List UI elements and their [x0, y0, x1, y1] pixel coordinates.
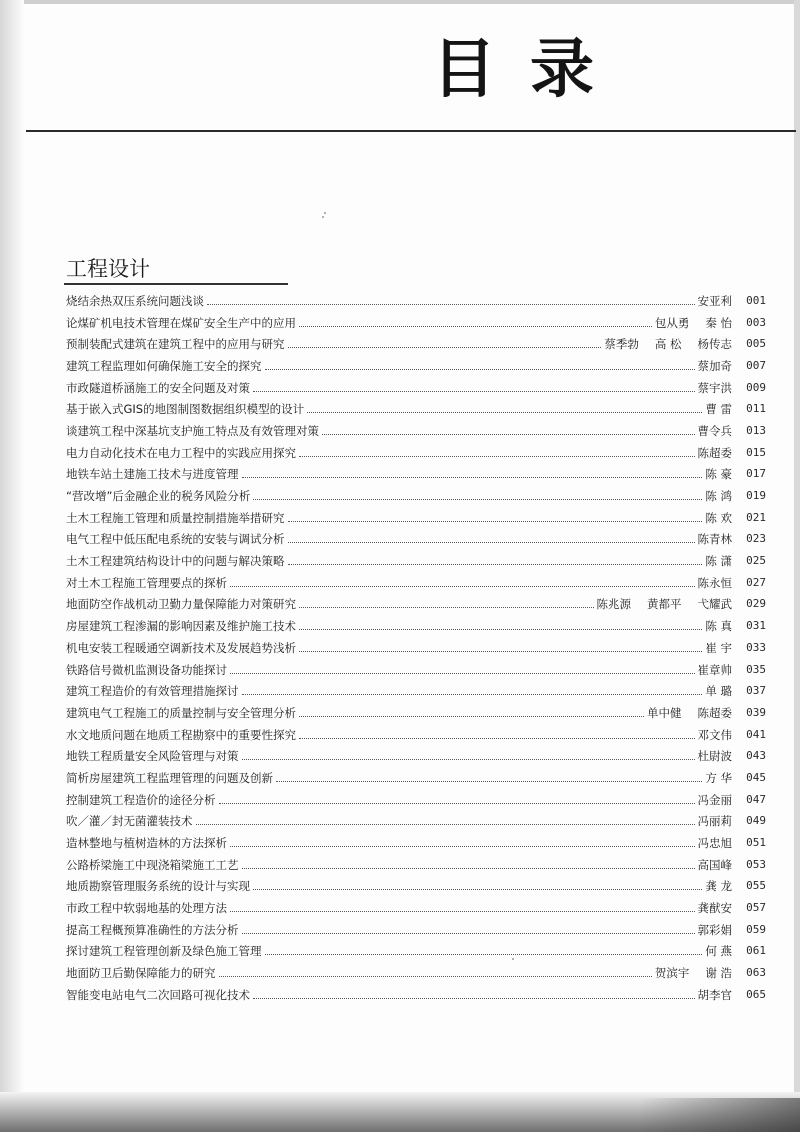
toc-entry: [66, 811, 766, 833]
toc-entry: [66, 854, 766, 876]
toc-entry-authors: [705, 402, 732, 416]
toc-entry-author: 曹令兵: [697, 423, 732, 438]
toc-entry-page-number: 007: [746, 358, 766, 372]
toc-entry: [66, 333, 766, 355]
toc-entry-authors: [705, 771, 732, 785]
toc-entry-title: 吹／灌／封无菌灌装技术: [66, 814, 193, 829]
scan-top-edge: [0, 0, 800, 4]
dot-leader: [299, 455, 695, 457]
toc-entry: [66, 876, 766, 898]
toc-entry-page-number: 021: [746, 510, 766, 524]
toc-entry: [66, 702, 766, 724]
toc-entry-authors: [698, 793, 733, 807]
toc-entry-authors: [698, 836, 733, 850]
toc-entry-page-number: 015: [746, 445, 766, 459]
toc-entry-title: 地铁车站土建施工技术与进度管理: [66, 467, 239, 482]
toc-entry-author: 安亚利: [697, 293, 732, 308]
toc-entry-title: 基于嵌入式GIS的地图制图数据组织模型的设计: [66, 402, 305, 417]
toc-entry: [66, 572, 766, 594]
toc-entry-author: 郭彩娟: [697, 922, 732, 937]
toc-entry-authors: [698, 901, 733, 915]
toc-entry-title: 土木工程施工管理和质量控制措施举措研究: [66, 510, 285, 525]
toc-entry-authors: [698, 446, 733, 460]
toc-entry: [66, 962, 766, 984]
toc-entry: [66, 919, 766, 941]
toc-entry: [66, 941, 766, 963]
toc-entry-authors: [698, 814, 733, 828]
toc-entry: [66, 290, 766, 312]
toc-entry-page-number: 005: [746, 337, 766, 351]
dot-leader: [253, 498, 702, 500]
dot-leader: [288, 541, 695, 543]
scan-speck: [324, 212, 326, 214]
toc-entry-title: 控制建筑工程造价的途径分析: [66, 792, 216, 807]
toc-entry-page-number: 017: [746, 467, 766, 481]
toc-entry: [66, 398, 766, 420]
toc-entry-authors: [597, 597, 733, 611]
toc-entry-page-number: 063: [746, 966, 766, 980]
toc-entry-authors: [705, 879, 732, 893]
dot-leader: [196, 823, 695, 825]
toc-entry-author: 冯忠旭: [697, 836, 732, 851]
toc-entry-author: 龚 龙: [705, 879, 732, 894]
toc-entry-page-number: 059: [746, 922, 766, 936]
dot-leader: [265, 368, 695, 370]
toc-entry: [66, 615, 766, 637]
toc-entry-authors: [705, 511, 732, 525]
dot-leader: [307, 411, 702, 413]
dot-leader: [288, 520, 703, 522]
toc-entry-title: 建筑工程造价的有效管理措施探讨: [66, 684, 239, 699]
toc-entry-title: 地面防卫后勤保障能力的研究: [66, 966, 216, 981]
section-heading: 工程设计: [66, 257, 150, 281]
toc-entry-title: 机电安装工程暖通空调新技术及发展趋势浅析: [66, 640, 296, 655]
toc-entry-page-number: 053: [746, 857, 766, 871]
toc-entry-title: 简析房屋建筑工程监理管理的问题及创新: [66, 770, 273, 785]
toc-entry-author: 秦 怡: [705, 315, 732, 330]
dot-leader: [265, 953, 703, 955]
toc-entry-author: 陈 鸿: [705, 489, 732, 504]
toc-entry-author: 曹 雷: [705, 402, 732, 417]
toc-entry-title: 论煤矿机电技术管理在煤矿安全生产中的应用: [66, 315, 296, 330]
toc-entry-title: 电力自动化技术在电力工程中的实践应用探究: [66, 445, 296, 460]
toc-list: [66, 290, 766, 1006]
toc-entry-page-number: 023: [746, 532, 766, 546]
toc-entry-authors: [647, 706, 732, 720]
toc-entry-page-number: 035: [746, 662, 766, 676]
toc-entry-author: 高 松: [654, 337, 682, 352]
toc-entry-title: 预制装配式建筑在建筑工程中的应用与研究: [66, 337, 285, 352]
dot-leader: [299, 606, 594, 608]
toc-entry: [66, 984, 766, 1006]
dot-leader: [299, 715, 644, 717]
toc-entry: [66, 789, 766, 811]
dot-leader: [299, 628, 702, 630]
toc-entry: [66, 507, 766, 529]
toc-entry-author: 包从勇: [654, 315, 690, 330]
toc-entry-author: 陈 豪: [705, 467, 732, 482]
toc-entry-title: 建筑工程监理如何确保施工安全的探究: [66, 358, 262, 373]
dot-leader: [230, 845, 695, 847]
toc-entry-page-number: 043: [746, 749, 766, 763]
toc-entry: [66, 529, 766, 551]
toc-entry-page-number: 049: [746, 814, 766, 828]
dot-leader: [253, 390, 695, 392]
toc-entry-page-number: 061: [746, 944, 766, 958]
toc-entry-authors: [698, 381, 733, 395]
dot-leader: [253, 888, 702, 890]
toc-entry: [66, 832, 766, 854]
toc-entry-page-number: 013: [746, 423, 766, 437]
toc-entry-author: 陈超委: [697, 445, 732, 460]
toc-entry: [66, 897, 766, 919]
toc-entry-author: 冯丽莉: [697, 814, 732, 829]
dot-leader: [230, 672, 695, 674]
toc-entry: [66, 745, 766, 767]
scan-speck: [322, 216, 324, 218]
toc-entry-page-number: 047: [746, 792, 766, 806]
toc-entry-authors: [655, 316, 732, 330]
dot-leader: [276, 780, 702, 782]
toc-entry-page-number: 027: [746, 575, 766, 589]
toc-entry-author: 陈 真: [705, 619, 732, 634]
dot-leader: [207, 303, 695, 305]
toc-entry-author: 崔章帅: [697, 662, 732, 677]
toc-entry-title: 铁路信号微机监测设备功能探讨: [66, 662, 227, 677]
toc-entry-authors: [705, 467, 732, 481]
dot-leader: [242, 693, 703, 695]
toc-entry-authors: [705, 944, 732, 958]
toc-entry-page-number: 001: [746, 293, 766, 307]
dot-leader: [288, 346, 602, 348]
toc-entry-page-number: 055: [746, 879, 766, 893]
toc-entry-author: 冯金丽: [697, 792, 732, 807]
header-divider: [26, 130, 796, 132]
toc-entry-page-number: 009: [746, 380, 766, 394]
toc-entry-title: 谈建筑工程中深基坑支护施工特点及有效管理对策: [66, 423, 319, 438]
toc-entry: [66, 312, 766, 334]
toc-entry-author: 方 华: [705, 770, 732, 785]
toc-entry-page-number: 057: [746, 901, 766, 915]
scan-bottom-shadow: [640, 1098, 800, 1132]
toc-entry-authors: [698, 663, 733, 677]
dot-leader: [242, 476, 703, 478]
toc-entry-author: 陈超委: [697, 705, 732, 720]
toc-entry-authors: [705, 554, 732, 568]
toc-entry-authors: [698, 294, 733, 308]
toc-entry-page-number: 051: [746, 836, 766, 850]
toc-entry-authors: [705, 619, 732, 633]
toc-entry: [66, 442, 766, 464]
toc-entry-author: 龚猷安: [697, 901, 732, 916]
section-underline: [64, 283, 288, 285]
dot-leader: [299, 737, 695, 739]
toc-entry-page-number: 041: [746, 727, 766, 741]
toc-entry-author: 单 璐: [705, 684, 732, 699]
toc-entry-author: 谢 浩: [705, 966, 732, 981]
toc-entry-title: “营改增”后金融企业的税务风险分析: [66, 489, 251, 504]
dot-leader: [242, 932, 695, 934]
toc-entry-authors: [698, 424, 733, 438]
toc-entry-author: 何 燕: [705, 944, 732, 959]
toc-entry-page-number: 065: [746, 987, 766, 1001]
scan-left-edge: [0, 0, 24, 1132]
scan-right-edge: [794, 0, 800, 1132]
toc-entry: [66, 659, 766, 681]
toc-entry-title: 探讨建筑工程管理创新及绿色施工管理: [66, 944, 262, 959]
toc-entry-authors: [698, 532, 733, 546]
toc-entry-title: 造林整地与植树造林的方法探析: [66, 836, 227, 851]
toc-entry-author: 蔡宇洪: [697, 380, 732, 395]
toc-entry-author: 陈 潇: [705, 554, 732, 569]
toc-entry: [66, 724, 766, 746]
toc-entry-authors: [705, 489, 732, 503]
toc-entry-title: 建筑电气工程施工的质量控制与安全管理分析: [66, 705, 296, 720]
toc-entry-page-number: 011: [746, 402, 766, 416]
toc-entry-author: 陈 欢: [705, 510, 732, 525]
dot-leader: [242, 758, 695, 760]
toc-entry-author: 陈永恒: [697, 575, 732, 590]
dot-leader: [219, 802, 695, 804]
toc-entry-title: 土木工程建筑结构设计中的问题与解决策略: [66, 554, 285, 569]
toc-entry: [66, 767, 766, 789]
toc-entry-page-number: 003: [746, 315, 766, 329]
toc-entry-title: 电气工程中低压配电系统的安装与调试分析: [66, 532, 285, 547]
toc-entry-page-number: 037: [746, 684, 766, 698]
toc-entry-author: 杜尉波: [697, 749, 732, 764]
toc-entry-page-number: 033: [746, 640, 766, 654]
toc-entry-title: 地铁工程质量安全风险管理与对策: [66, 749, 239, 764]
toc-entry-title: 地质勘察管理服务系统的设计与实现: [66, 879, 250, 894]
toc-entry-page-number: 031: [746, 619, 766, 633]
dot-leader: [253, 997, 695, 999]
toc-entry-author: 邓文伟: [697, 727, 732, 742]
toc-entry: [66, 464, 766, 486]
toc-entry-authors: [698, 749, 733, 763]
toc-entry: [66, 550, 766, 572]
toc-entry: [66, 377, 766, 399]
toc-entry-authors: [698, 359, 733, 373]
toc-entry-title: 提高工程概预算准确性的方法分析: [66, 922, 239, 937]
toc-entry-author: 胡李官: [697, 987, 732, 1002]
page-title: 目录: [432, 33, 628, 107]
toc-entry: [66, 420, 766, 442]
toc-entry-title: 水文地质问题在地质工程勘察中的重要性探究: [66, 727, 296, 742]
toc-entry-title: 市政隧道桥涵施工的安全问题及对策: [66, 380, 250, 395]
toc-entry-author: 陈兆源: [596, 597, 631, 612]
scan-speck: [512, 958, 514, 960]
toc-entry-title: 市政工程中软弱地基的处理方法: [66, 901, 227, 916]
toc-entry: [66, 594, 766, 616]
dot-leader: [299, 325, 652, 327]
toc-entry-title: 房屋建筑工程渗漏的影响因素及维护施工技术: [66, 619, 296, 634]
toc-entry-author: 杨传志: [697, 337, 732, 352]
toc-entry-author: 蔡季勃: [604, 337, 639, 352]
toc-entry-authors: [698, 576, 733, 590]
toc-entry-author: 单中健: [647, 705, 682, 720]
toc-entry: [66, 485, 766, 507]
toc-entry-title: 地面防空作战机动卫勤力量保障能力对策研究: [66, 597, 296, 612]
toc-entry-author: 弋耀武: [697, 597, 732, 612]
toc-entry-authors: [604, 337, 732, 351]
toc-entry: [66, 637, 766, 659]
dot-leader: [288, 563, 703, 565]
toc-entry-title: 对土木工程施工管理要点的探析: [66, 575, 227, 590]
dot-leader: [242, 867, 695, 869]
dot-leader: [230, 585, 695, 587]
dot-leader: [299, 650, 702, 652]
toc-entry-author: 蔡加奇: [697, 358, 732, 373]
toc-entry-authors: [705, 684, 732, 698]
toc-entry-author: 黄都平: [647, 597, 682, 612]
toc-entry-page-number: 039: [746, 705, 766, 719]
toc-entry: [66, 680, 766, 702]
toc-entry-author: 崔 宇: [705, 640, 732, 655]
toc-entry-author: 陈青林: [697, 532, 732, 547]
toc-entry-page-number: 019: [746, 489, 766, 503]
toc-entry-title: 公路桥梁施工中现浇箱梁施工工艺: [66, 857, 239, 872]
dot-leader: [219, 975, 652, 977]
toc-entry-authors: [698, 923, 733, 937]
toc-entry-authors: [698, 988, 733, 1002]
toc-entry-page-number: 045: [746, 770, 766, 784]
toc-entry-author: 贺滨宇: [654, 966, 690, 981]
toc-entry-authors: [705, 641, 732, 655]
toc-entry-page-number: 025: [746, 554, 766, 568]
dot-leader: [230, 910, 695, 912]
toc-entry-title: 智能变电站电气二次回路可视化技术: [66, 987, 250, 1002]
toc-entry-title: 烧结余热双压系统问题浅谈: [66, 293, 204, 308]
toc-entry-author: 高国峰: [697, 857, 732, 872]
toc-entry-page-number: 029: [746, 597, 766, 611]
toc-entry-authors: [655, 966, 732, 980]
toc-entry-authors: [698, 858, 733, 872]
toc-entry-authors: [698, 728, 733, 742]
dot-leader: [322, 433, 695, 435]
toc-entry: [66, 355, 766, 377]
